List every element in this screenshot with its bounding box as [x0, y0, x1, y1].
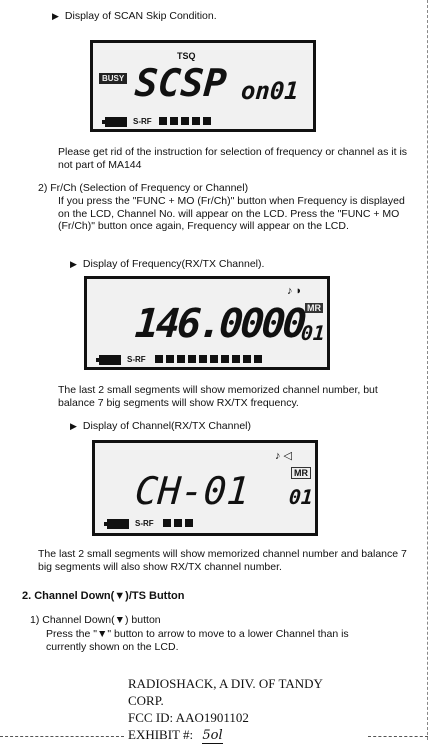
dashed-divider [368, 736, 428, 737]
heading-channel-down: 2. Channel Down(▼)/TS Button [22, 590, 185, 602]
signal-bar [163, 519, 171, 527]
battery-icon [105, 117, 127, 127]
signal-bar [199, 355, 207, 363]
battery-icon [107, 519, 129, 529]
signal-bar [221, 355, 229, 363]
exhibit-number-handwritten: 5ol [202, 728, 223, 743]
signal-bar [166, 355, 174, 363]
signal-bar [181, 117, 189, 125]
signal-bars [155, 355, 262, 363]
body-channel-down: Press the "▼" button to arrow to move to a lower Channel than is currently shown on the LCD. [46, 628, 349, 653]
lcd-channel-sub-text: 01 [288, 485, 314, 509]
dashed-divider [427, 0, 428, 740]
note-remove-instruction: Please get rid of the instruction for selection of frequency or channel as it is not part of MA144 [58, 146, 408, 171]
bullet-scan-skip-text: Display of SCAN Skip Condition. [64, 10, 217, 22]
lcd-sub-text: on01 [240, 77, 300, 105]
stamp-line-corp: CORP. [128, 693, 164, 708]
signal-bar [159, 117, 167, 125]
section-fr-ch-title: 2) Fr/Ch (Selection of Frequency or Channel) [38, 182, 249, 194]
signal-bar [170, 117, 178, 125]
signal-bar [185, 519, 193, 527]
signal-bar [243, 355, 251, 363]
signal-bars [159, 117, 211, 125]
lcd-frequency [84, 276, 330, 370]
signal-bar [177, 355, 185, 363]
signal-bar [192, 117, 200, 125]
note-channel-segments: The last 2 small segments will show memorized channel number and balance 7 big segments will also show RX/TX channel number. [38, 548, 407, 573]
triangle-bullet-icon: ▶ [70, 259, 77, 269]
fcc-stamp [128, 675, 368, 744]
bullet-display-frequency-text: Display of Frequency(RX/TX Channel). [82, 258, 265, 270]
lcd-channel-text: CH-01 [133, 469, 251, 513]
signal-bar [254, 355, 262, 363]
signal-bars [163, 519, 193, 527]
dashed-divider [0, 736, 124, 737]
note-key-icons: ♪ ◁ [275, 450, 293, 462]
note-key-icons: ♪ ◗ [287, 285, 303, 297]
signal-bar [203, 117, 211, 125]
exhibit-label: EXHIBIT #: [128, 727, 194, 742]
sub-title-channel-down: 1) Channel Down(▼) button [30, 614, 161, 626]
bullet-display-channel [70, 420, 251, 432]
tsq-indicator: TSQ [177, 51, 196, 61]
triangle-bullet-icon: ▶ [70, 421, 77, 431]
signal-bar [155, 355, 163, 363]
lcd-main-text: SCSP [133, 61, 229, 105]
battery-icon [99, 355, 121, 365]
stamp-line-exhibit [128, 726, 368, 744]
lcd-channel [92, 440, 318, 536]
section-fr-ch-body: If you press the "FUNC + MO (Fr/Ch)" button when Frequency is displayed on the LCD, Channel No. will appear on the LCD. Press the "FUNC + MO (Fr/Ch)" button once again, Frequency will appear on the LCD. [58, 195, 405, 232]
lcd-frequency-text: 146.0000 [133, 301, 306, 347]
stamp-line-company: RADIOSHACK, A DIV. OF TANDY [128, 676, 323, 691]
srf-label: S-RF [135, 519, 154, 528]
signal-bar [210, 355, 218, 363]
signal-bar [174, 519, 182, 527]
bullet-display-channel-text: Display of Channel(RX/TX Channel) [82, 420, 251, 432]
signal-bar [188, 355, 196, 363]
mr-indicator: MR [307, 303, 321, 313]
mr-indicator: MR [291, 467, 311, 479]
lcd-scan-skip [90, 40, 316, 132]
busy-indicator: BUSY [99, 73, 127, 84]
srf-label: S-RF [133, 117, 152, 126]
signal-bar [232, 355, 240, 363]
srf-label: S-RF [127, 355, 146, 364]
triangle-bullet-icon: ▶ [52, 11, 59, 21]
bullet-display-frequency [70, 258, 264, 270]
stamp-line-fcc-id: FCC ID: AAO1901102 [128, 710, 249, 725]
bullet-scan-skip [52, 10, 217, 22]
lcd-channel-sub-text: 01 [300, 321, 326, 345]
note-frequency-segments: The last 2 small segments will show memorized channel number, but balance 7 big segments will show RX/TX frequency. [58, 384, 378, 409]
